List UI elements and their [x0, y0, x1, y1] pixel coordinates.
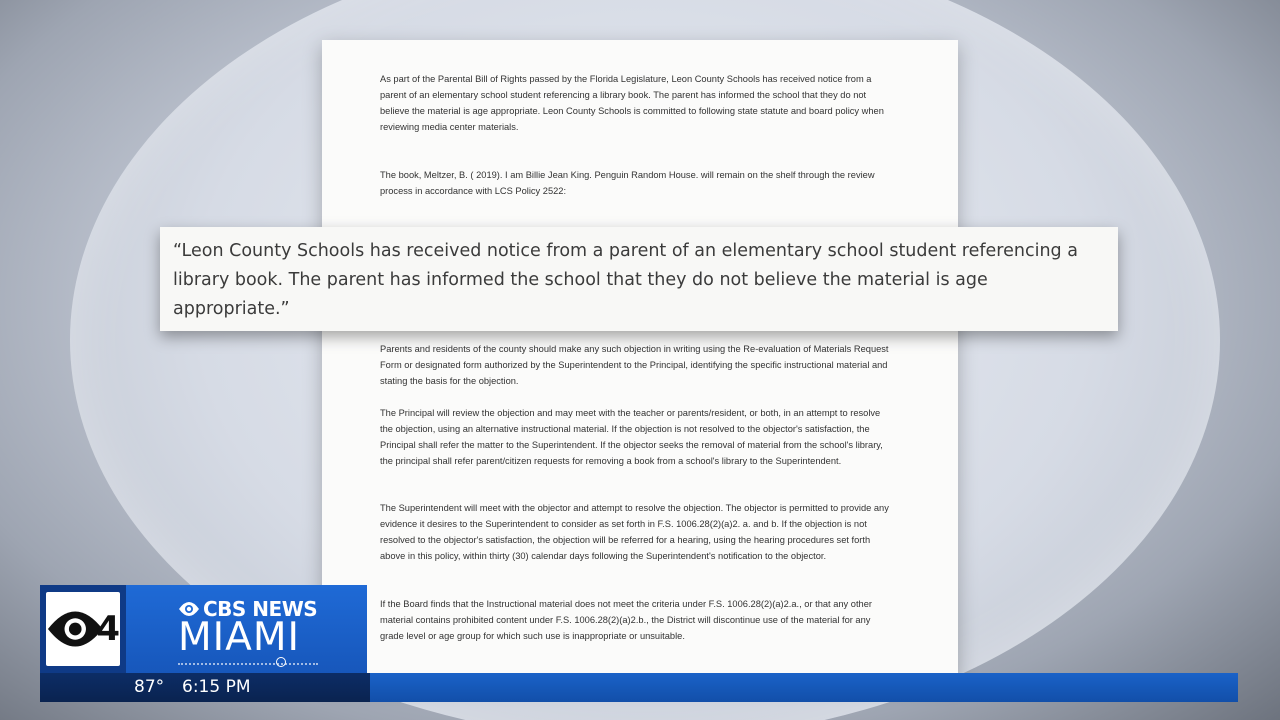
city-name: MIAMI: [178, 615, 300, 660]
document-paragraph: If the Board finds that the Instructional material does not meet the criteria under F.S. 1006.28(2)(a)2.a., or that any other material contains prohibited content under F.S. 1006.28(2)(a)2.b., the District will discontinue use of the material for any grade level or age group for which such use is inappropriate or unsuitable.: [380, 599, 872, 641]
document-paragraph: The Principal will review the objection and may meet with the teacher or parents/resident, or both, in an attempt to resolve the objection, using an alternative instructional material. If the objection is not resolved to the objector's satisfaction, the Principal shall refer the matter to the Superintendent. If the objector seeks the removal of material from the school's library, the principal shall refer parent/citizen requests for removing a book from a school's library to the Superintendent.: [380, 408, 883, 466]
ring-icon: [276, 657, 286, 667]
decorative-dots: [178, 663, 318, 665]
quote-callout: [160, 227, 1118, 331]
document-paragraph: The book, Meltzer, B. ( 2019). I am Billie Jean King. Penguin Random House. will remain on the shelf through the review process in accordance with LCS Policy 2522:: [380, 170, 875, 196]
clock-time: 6:15 PM: [182, 677, 251, 697]
quote-text: “Leon County Schools has received notice from a parent of an elementary school student referencing a library book. The parent has informed the school that they do not believe the material is age appropriate.”: [173, 241, 1078, 319]
policy-document: [322, 40, 958, 680]
station-logo: [40, 585, 126, 673]
network-name: CBS NEWS: [203, 597, 318, 621]
logo-tile: [46, 592, 120, 666]
temperature: 87°: [134, 677, 165, 697]
document-paragraph: The Superintendent will meet with the objector and attempt to resolve the objection. The objector is permitted to provide any evidence it desires to the Superintendent to consider as set forth in F.S. 1006.28(2)(a)2. a. and b. If the objection is not resolved to the objector's satisfaction, the objection will be referred for a hearing, using the hearing procedures set forth above in this policy, within thirty (30) calendar days following the Superintendent's notification to the objector.: [380, 503, 889, 561]
document-paragraph: Parents and residents of the county should make any such objection in writing using the Re-evaluation of Materials Request Form or designated form authorized by the Superintendent to the Principal, identifying the specific instructional material and stating the basis for the objection.: [380, 344, 889, 386]
cbs-eye-small-icon: [178, 602, 200, 616]
brand-panel: [126, 585, 367, 673]
channel-number: 4: [96, 609, 120, 649]
document-paragraph: As part of the Parental Bill of Rights passed by the Florida Legislature, Leon County Schools has received notice from a parent of an elementary school student referencing a library book. The parent has informed the school that they do not believe the material is age appropriate. Leon County Schools is committed to following state statute and board policy when reviewing media center materials.: [380, 74, 884, 132]
